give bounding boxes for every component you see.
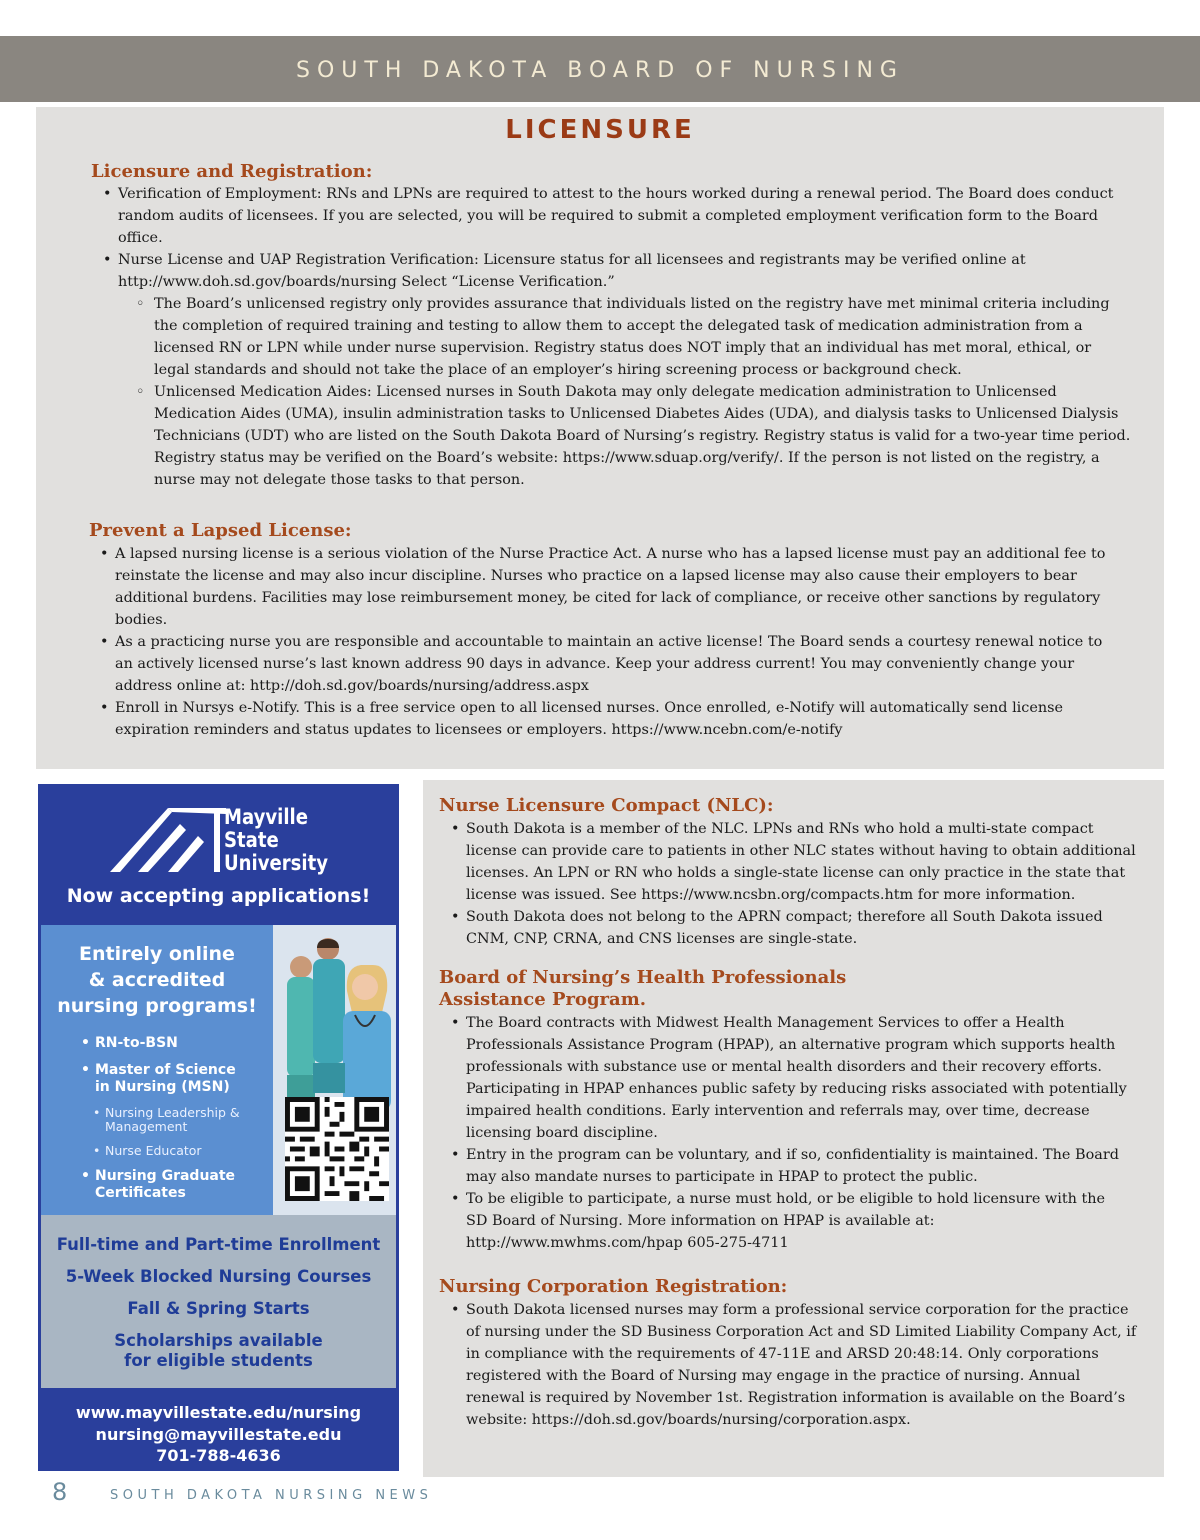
list-item: • South Dakota is a member of the NLC. LPNs and RNs who hold a multi-state compact license can provide care to patients in other NLC states without having to obtain additional licenses. An LPN or RN who holds a single-state license can only practice in the state that license was issued. See https://www.ncsbn.org/compacts.htm for more information. [449, 818, 1139, 906]
hpap-list [449, 1012, 1129, 1254]
corporation-list [449, 1299, 1139, 1431]
registry-sublist [118, 293, 1131, 491]
program-subitem: • Nurse Educator [89, 1144, 245, 1158]
programs-panel [423, 780, 1164, 1477]
program-item: • Nursing Graduate Certificates [81, 1168, 245, 1202]
nlc-list [449, 818, 1139, 950]
feature-scholarships-eligibility: for eligible students [124, 1351, 313, 1370]
section-heading-registration: Licensure and Registration: [91, 161, 373, 182]
list-item: • Nurse License and UAP Registration Verification: Licensure status for all licensees and registrants may be verified online at http://www.doh.sd.gov/boards/nursing Select “License Verification.” ◦ The Board’s unlicensed registry only provides assurance that individuals listed on the registry have met minimal criteria including the completion of required training and testing to allow them to accept the delegated task of medication administration from a licensed RN or LPN while under nurse supervision. Registry status does NOT imply that an individual has met moral, ethical, or legal standards and should not take the place of an employer’s hiring screening process or background check. ◦ Unlicensed Medication Aides: Licensed nurses in South Dakota may only delegate medication administration to Unlicensed Medication Aides (UMA), insulin administration tasks to Unlicensed Diabetes Aides (UDA), and dialysis tasks to Unlicensed Dialysis Technicians (UDT) who are listed on the South Dakota Board of Nursing’s registry. Registry status is valid for a two-year time period. Registry status may be verified on the Board’s website: https://www.sduap.org/verify/. If the person is not listed on the registry, a nurse may not delegate those tasks to that person. [101, 249, 1131, 491]
list-item: • A lapsed nursing license is a serious violation of the Nurse Practice Act. A nurse who has a lapsed license must pay an additional fee to reinstate the license and may also incur discipline. Nurses who practice on a lapsed license may also cause their employers to bear additional burdens. Facilities may lose reimbursement money, be cited for lack of compliance, or receive other sanctions by regulatory bodies. [98, 543, 1108, 631]
lapsed-list [98, 543, 1108, 741]
online-programs-heading: Entirely online & accredited nursing programs! [57, 943, 257, 1017]
program-subitem: • Nursing Leadership & Management [89, 1106, 245, 1134]
university-name: Mayville State University [224, 805, 328, 875]
registration-list [101, 183, 1131, 491]
program-panel [41, 925, 396, 1215]
licensure-panel [36, 107, 1164, 769]
feature-starts: Fall & Spring Starts [127, 1299, 310, 1318]
list-item: • Entry in the program can be voluntary, and if so, confidentiality is maintained. The Board may also mandate nurses to participate in HPAP to protect the public. [449, 1144, 1129, 1188]
publication-name: SOUTH DAKOTA NURSING NEWS [110, 1488, 433, 1503]
phone-number: 701-788-4636 [156, 1446, 281, 1465]
list-item: • The Board contracts with Midwest Health Management Services to offer a Health Professionals Assistance Program (HPAP), an alternative program which supports health professionals with substance use or mental health disorders and their recovery efforts. Participating in HPAP enhances public safety by reducing risks associated with potentially impaired health conditions. Early intervention and referrals may, over time, decrease licensing board discipline. [449, 1012, 1129, 1144]
section-heading-lapsed: Prevent a Lapsed License: [89, 520, 352, 541]
list-item: • South Dakota does not belong to the APRN compact; therefore all South Dakota issued CNM, CNP, CRNA, and CNS licenses are single-state. [449, 906, 1139, 950]
page-title: LICENSURE [505, 115, 695, 145]
section-heading-hpap: Board of Nursing’s Health Professionals Assistance Program. [439, 967, 847, 1010]
list-item: • South Dakota licensed nurses may form a professional service corporation for the practice of nursing under the SD Business Corporation Act and SD Limited Liability Company Act, if in compliance with the requirements of 47-11E and ARSD 20:48:14. Only corporations registered with the Board of Nursing may engage in the practice of nursing. Annual renewal is required by November 1st. Registration information is available on the Board’s website: https://doh.sd.gov/boards/nursing/corporation.aspx. [449, 1299, 1139, 1431]
email-link[interactable]: nursing@mayvillestate.edu [95, 1424, 342, 1444]
program-item: • Master of Science in Nursing (MSN) [81, 1062, 245, 1096]
accepting-applications: Now accepting applications! [66, 885, 371, 907]
list-item: ◦ The Board’s unlicensed registry only provides assurance that individuals listed on the registry have met minimal criteria including the completion of required training and testing to allow them to accept the delegated task of medication administration from a licensed RN or LPN while under nurse supervision. Registry status does NOT imply that an individual has met moral, ethical, or legal standards and should not take the place of an employer’s hiring screening process or background check. [118, 293, 1131, 381]
ad-contact [38, 1402, 399, 1467]
header-banner [0, 36, 1200, 102]
feature-enrollment: Full-time and Part-time Enrollment [56, 1235, 381, 1254]
list-item: • To be eligible to participate, a nurse must hold, or be eligible to hold licensure with the SD Board of Nursing. More information on HPAP is available at: http://www.mwhms.com/hpap 605-275-4711 [449, 1188, 1129, 1254]
university-logo-icon [108, 800, 228, 880]
page-number: 8 [52, 1478, 68, 1506]
program-list [81, 1035, 245, 1212]
features-panel [41, 1215, 396, 1388]
list-item: • Verification of Employment: RNs and LPNs are required to attest to the hours worked during a renewal period. The Board does conduct random audits of licensees. If you are selected, you will be required to submit a completed employment verification form to the Board office. [101, 183, 1131, 249]
program-item: • RN-to-BSN [81, 1035, 245, 1052]
list-item: • Enroll in Nursys e-Notify. This is a free service open to all licensed nurses. Once enrolled, e-Notify will automatically send license expiration reminders and status updates to licensees or employers. https://www.ncebn.com/e-notify [98, 697, 1108, 741]
section-heading-corporation: Nursing Corporation Registration: [439, 1276, 788, 1297]
website-link[interactable]: www.mayvillestate.edu/nursing [75, 1403, 362, 1422]
mayville-advertisement[interactable] [38, 784, 399, 1471]
qr-code-icon[interactable] [285, 1097, 389, 1201]
list-item: • As a practicing nurse you are responsible and accountable to maintain an active license! The Board sends a courtesy renewal notice to an actively licensed nurse’s last known address 90 days in advance. Keep your address current! You may conveniently change your address online at: http://doh.sd.gov/boards/nursing/address.aspx [98, 631, 1108, 697]
feature-courses: 5-Week Blocked Nursing Courses [65, 1267, 372, 1286]
section-heading-nlc: Nurse Licensure Compact (NLC): [439, 795, 774, 816]
list-item: ◦ Unlicensed Medication Aides: Licensed nurses in South Dakota may only delegate medication administration to Unlicensed Medication Aides (UMA), insulin administration tasks to Unlicensed Diabetes Aides (UDA), and dialysis tasks to Unlicensed Dialysis Technicians (UDT) who are listed on the South Dakota Board of Nursing’s registry. Registry status is valid for a two-year time period. Registry status may be verified on the Board’s website: https://www.sduap.org/verify/. If the person is not listed on the registry, a nurse may not delegate those tasks to that person. [118, 381, 1131, 491]
banner-title: SOUTH DAKOTA BOARD OF NURSING [296, 58, 904, 83]
feature-scholarships: Scholarships available [114, 1331, 323, 1350]
